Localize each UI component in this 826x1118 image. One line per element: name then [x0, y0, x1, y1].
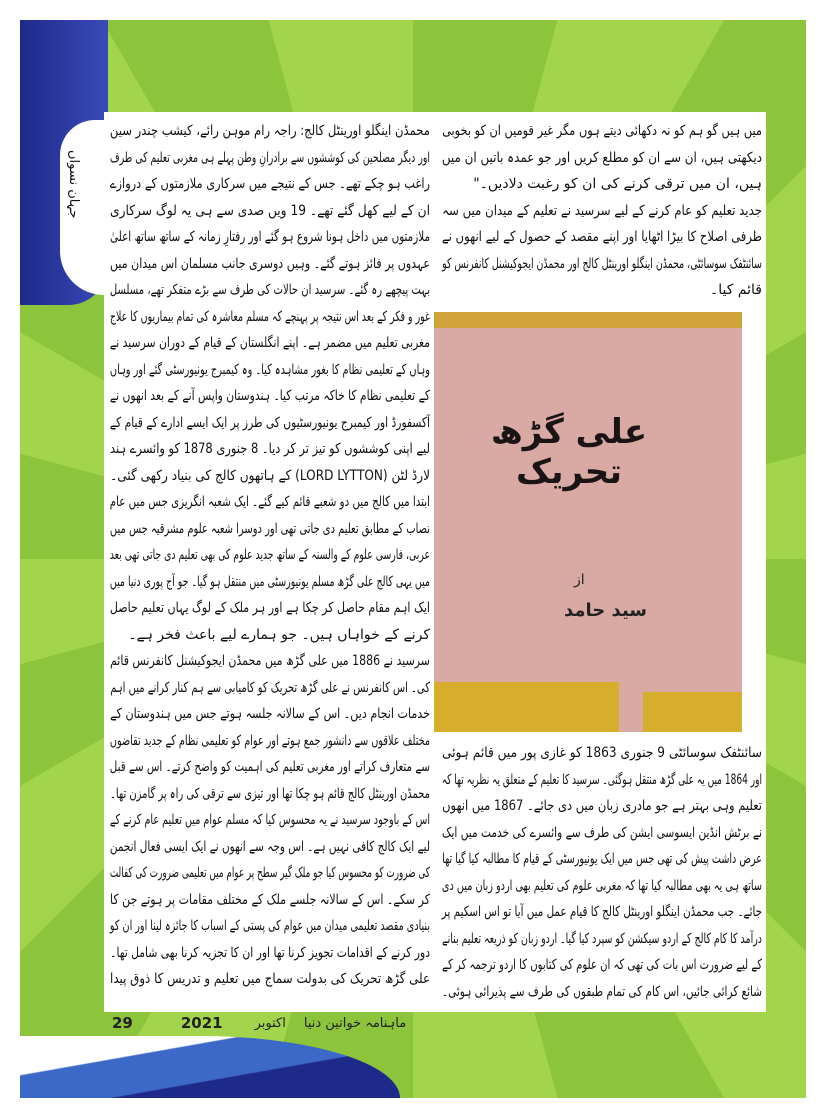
text-line: سائنٹفک سوسائٹی 9 جنوری 1863 کو غازی پور میں قائم ہوئی — [441, 745, 762, 761]
text-line: خدمات انجام دیں۔ اس کے سالانہ جلسہ ہوتے جس میں ہندوستان کے — [110, 706, 430, 722]
book-title: علی گڑھ تحریک — [490, 412, 648, 492]
text-line: اور 1864 میں یہ علی گڑھ منتقل ہوگئی۔ سرسید کا تعلیم کے متعلق یہ نظریہ تھا کہ — [441, 771, 762, 788]
issue-month: اکتوبر — [254, 1015, 286, 1031]
text-line: کرنے کے خواہاں ہیں۔ جو ہمارے لیے باعث فخر ہے۔ — [128, 626, 430, 643]
text-line: ہیں، ان میں ترقی کرنے کی ان کو رغبت دلادیں۔" — [473, 176, 762, 192]
text-line: راغب ہو چکے تھے۔ جس کے نتیجے میں سرکاری ملازمتوں کے دروازے — [109, 176, 430, 192]
right-column-top — [442, 118, 762, 304]
text-line: ملازمتوں میں داخل ہونا شروع ہو گئے اور رفتارِ زمانہ کے ساتھ ساتھ اعلیٰ — [110, 229, 431, 245]
text-line: محمڈن اینگلو اورینٹل کالج: راجہ رام موہن رائے، کیشب چندر سین — [109, 123, 430, 139]
text-line: اور دیگر مصلحین کی کوششوں سے برادرانِ وطن پہلے ہی مغربی تعلیم کی طرف — [109, 149, 430, 166]
text-line: بہت پیچھے رہ گئے۔ سرسید ان حالات کی طرف سے بڑے متفکر تھے، مسلسل — [109, 282, 431, 298]
text-line: تعلیم وہی بہتر ہے جو مادری زبان میں دی جائے۔ 1867 میں انھوں — [442, 798, 762, 814]
issue-year: 2021 — [180, 1014, 223, 1032]
text-line: کی۔ اس کانفرنس نے علی گڑھ تحریک کو کامیابی سے ہم کنار کرانے میں اہم — [110, 679, 430, 696]
text-line: قائم کیا۔ — [710, 282, 762, 298]
page-number: 29 — [112, 1014, 133, 1032]
text-line: ابتدا میں کالج میں دو شعبے قائم کیے گئے۔ ایک شعبہ انگریزی جس میں عام — [109, 494, 431, 510]
text-line: آکسفورڈ اور کیمبرج یونیورسٹیوں کی طرز پر ایک ایسے ادارے کے قیام کے — [109, 414, 430, 431]
text-line: وہاں کے تعلیمی نظام کا بغور مشاہدہ کیا۔ وہ کیمبرج یونیورسٹی گئے اور وہاں — [109, 361, 430, 378]
magazine-name: ماہنامہ خواتین دنیا — [303, 1015, 407, 1031]
text-line: لیے ایک کالج کافی نہیں ہے۔ اس وجہ سے انھوں نے ایک ایسی فعال انجمن — [109, 838, 430, 855]
text-line: نے برٹش انڈین ایسوسی ایشن کی طرف سے وائسرے کی خدمت میں ایک — [441, 824, 762, 841]
article-page — [104, 112, 766, 1012]
text-line: لیے اپنی کوششوں کو تیز تر کر دیا۔ 8 جنوری 1878 کو وائسرے ہند — [109, 441, 430, 457]
text-line: میں ہیں گو ہم کو نہ دکھائی دیتے ہوں مگر غیر قومیں ان کو بخوبی — [442, 123, 762, 139]
text-line: کی ضرورت کو محسوس کیا جو ملک گیر سطح پر عوام میں تعلیمی ضرورت کی کفالت — [109, 865, 431, 881]
text-line: سرسید نے 1886 میں علی گڑھ میں محمڈن ایجوکیشنل کانفرنس قائم — [110, 653, 430, 669]
text-line: کر سکے۔ اس کے سالانہ جلسے ملک کے مختلف مقامات پر ہوتے جن کا — [109, 891, 431, 908]
text-line: ساتھ ہی یہ بھی مطالبہ کیا تھا کہ مغربی علوم کی تعلیم بھی اردو زبان میں دی — [441, 877, 762, 894]
text-line: میں یہی کالج علی گڑھ مسلم یونیورسٹی میں منتقل ہو گیا۔ جو آج پوری دنیا میں — [109, 573, 430, 590]
text-line: عہدوں پر فائز ہوتے گئے۔ وہیں دوسری جانب مسلمان اس میدان میں — [109, 255, 430, 272]
text-line: جدید تعلیم کو عام کرنے کے لیے سرسید نے تعلیم کے میدان میں سہ — [442, 202, 762, 219]
text-line: علی گڑھ تحریک کی بدولت سماج میں تعلیم و تدریس کا ذوق پیدا — [110, 971, 430, 987]
text-line: عرض داشت پیش کی تھی جس میں ایک یونیورسٹی کے قیام کا مطالبہ کیا گیا تھا — [442, 851, 762, 867]
page-footer — [112, 1012, 432, 1034]
text-line: لارڈ لٹن (LORD LYTTON) کے ہاتھوں کالج کی بنیاد رکھی گئی۔ — [110, 467, 430, 484]
text-line: سائنٹفک سوسائٹی، محمڈن اینگلو اورینٹل کالج اور محمڈن ایجوکیشنل کانفرنس کو — [442, 255, 762, 272]
book-cover-image — [434, 312, 742, 732]
text-line: طرفی اصلاح کا بیڑا اٹھایا اور اپنے مقصد کے حصول کے لیے انھوں نے — [441, 229, 762, 245]
text-line: محمڈن اورینٹل کالج قائم ہو چکا تھا اور تیزی سے ترقی کی راہ پر گامزن تھا۔ — [110, 785, 431, 802]
book-by: از — [574, 572, 585, 588]
text-line: سے متعارف کراتے اور مغربی تعلیم کی اہمیت کو واضح کرتے۔ اس سے قبل — [109, 759, 430, 775]
section-title: جہان نسواں — [66, 150, 81, 219]
text-line: اس کے باوجود سرسید نے یہ محسوس کیا کہ مسلم عوام میں تعلیم عام کرنے کے — [109, 812, 430, 828]
left-column — [110, 118, 430, 993]
text-line: غور و فکر کے بعد اس نتیجہ پر پہنچے کہ مسلم معاشرہ کی تمام بیماریوں کا علاج — [109, 308, 430, 325]
text-line: مغربی تعلیم میں مضمر ہے۔ اپنے انگلستان کے قیام کے دوران سرسید نے — [109, 335, 430, 351]
cover-band — [643, 692, 742, 732]
book-author: سید حامد — [564, 600, 647, 621]
text-line: بنیادی مقصد تعلیمی میدان میں عوام کی پستی کے اسباب کا جائزہ لینا اور ان کو — [109, 918, 430, 934]
text-line: دور کرنے کے اقدامات تجویز کرنا تھا اور ان کا تجزیہ کرنا بھی شامل تھا۔ — [110, 944, 430, 961]
text-line: ایک اہم مقام حاصل کر چکا ہے اور ہر ملک کے لوگ یہاں تعلیم حاصل — [109, 600, 430, 616]
text-line: ان کے لیے کھل گئے تھے۔ 19 ویں صدی سے ہی یہ لوگ سرکاری — [110, 202, 430, 219]
cover-band — [434, 682, 619, 732]
text-line: نصاب کے مطابق تعلیم دی جاتی تھی اور دوسرا شعبہ علوم مشرقیہ جس میں — [109, 520, 430, 537]
text-line: درآمد کا کام کالج کے اردو سیکشن کو سپرد کیا گیا۔ اردو زبان کو ذریعہ تعلیم بنانے — [442, 930, 762, 947]
text-line: کے لیے ضرورت اس بات کی تھی کہ ان علوم کی کتابوں کا اردو ترجمہ کر کے — [442, 957, 762, 973]
text-line: کے تعلیمی نظام کا خاکہ مرتب کیا۔ ہندوستان واپس آنے کے بعد انھوں نے — [109, 388, 431, 404]
cover-band — [434, 312, 742, 328]
text-line: جائے۔ جب محمڈن اینگلو اورینٹل کالج کا قیام عمل میں آیا تو اس اسکیم پر — [441, 904, 762, 920]
text-line: شائع کرائی جائیں، اس کام کی تمام طبقوں کی طرف سے پذیرائی ہوئی۔ — [442, 983, 762, 1000]
text-line: عربی، فارسی علوم کے والسنہ کے ساتھ جدید علوم کی بھی تعلیم دی جاتی تھی بعد — [109, 547, 430, 563]
text-line: دیکھتی ہیں، ان سے ان کو مطلع کریں اور جو عمدہ باتیں ان میں — [441, 149, 762, 166]
right-column-bottom — [442, 740, 762, 1005]
text-line: مختلف علاقوں سے دانشور جمع ہوتے اور عوام کو تعلیمی نظام کے جدید تقاضوں — [109, 732, 431, 749]
